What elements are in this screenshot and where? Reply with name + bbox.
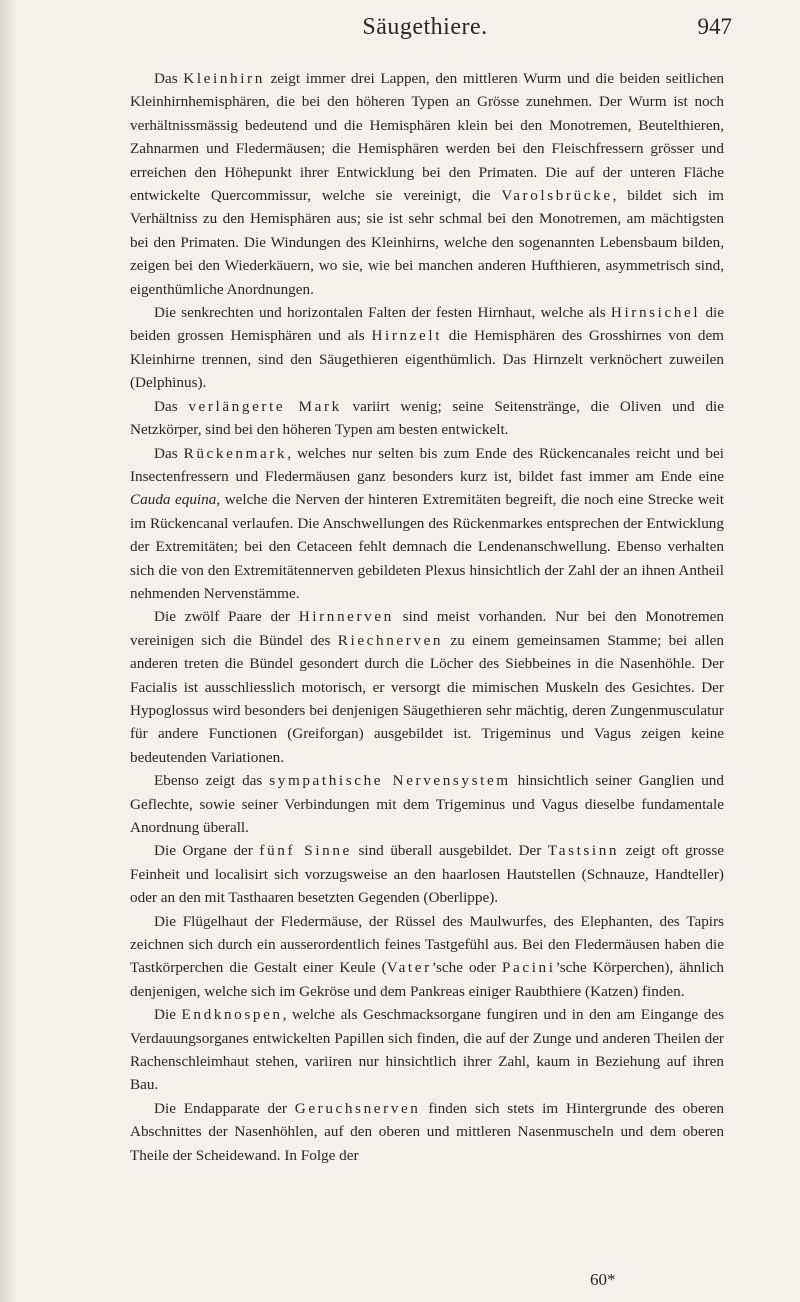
text-run: , welche die Nerven der hinteren Extremitäten begreift, die noch eine Strecke weit im Rückencanal verlaufen. Die Anschwellungen des Rückenmarkes entsprechen der Entwicklung der Extremitäten; bei den Cetaceen fehlt demnach die Lendenanschwellung. Ebenso verhalten sich die von den Extremitätennerven gebildeten Plexus hinsichtlich der Zahl der an ihnen Antheil nehmenden Nervenstämme. xyxy=(130,491,724,602)
text-run: variirt wenig; seine Seitenstränge, die Oliven und die Netzkörper, sind bei den höheren Typen am besten entwickelt. xyxy=(130,397,724,439)
spaced-term: Hirnsichel xyxy=(610,304,701,322)
spaced-term: sympathische Nervensystem xyxy=(269,772,511,790)
text-run: die Hemisphären des Grosshirnes von dem Kleinhirne trennen, sind den Säugethieren eigenthümlich. Das Hirnzelt verknöchert zuweilen (Delphinus). xyxy=(130,327,724,392)
text-run: Das xyxy=(154,397,189,415)
paragraph xyxy=(130,1003,724,1097)
text-run: , welches nur selten bis zum Ende des Rückencanales reicht und bei Insectenfressern und Fledermäusen ganz besonders kurz ist, bildet fast immer am Ende eine xyxy=(130,444,724,485)
text-run: Die zwölf Paare der xyxy=(154,608,299,626)
text-run: sind meist vorhanden. Nur bei den Monotremen vereinigen sich die Bündel des xyxy=(130,608,724,649)
running-title: Säugethiere. xyxy=(362,14,488,40)
text-run: Ebenso zeigt das xyxy=(154,772,270,790)
spaced-term: verlängerte Mark xyxy=(188,397,342,415)
spaced-term: Riechnerven xyxy=(337,631,444,649)
text-run: Das xyxy=(154,70,184,87)
paragraph xyxy=(130,605,724,769)
text-run: Die xyxy=(154,1006,182,1024)
italic-term: Cauda equina xyxy=(130,491,217,509)
text-run: Die senkrechten und horizontalen Falten der festen Hirnhaut, welche als xyxy=(154,304,611,322)
text-run: Die Endapparate der xyxy=(154,1099,295,1117)
spaced-term: Tastsinn xyxy=(547,842,620,860)
spaced-term: Pacini xyxy=(501,959,556,977)
paragraph xyxy=(130,769,724,839)
spaced-term: Rückenmark xyxy=(183,444,288,462)
text-run: , bildet sich im Verhältniss zu den Hemisphären aus; sie ist sehr schmal bei den Monotremen, am mächtigsten bei den Primaten. Die Windungen des Kleinhirns, welche den sogenannten Lebensbaum bilden, zeigen bei den Wiederkäuern, wo sie, wie bei manchen anderen Hufthieren, asymmetrisch sind, eigenthümliche Anordnungen. xyxy=(130,187,724,298)
paragraph xyxy=(130,301,724,395)
spaced-term: Vater xyxy=(386,959,432,977)
running-header xyxy=(130,14,732,50)
text-run: , welche als Geschmacksorgane fungiren und in den am Eingange des Verdauungsorganes entwickelten Papillen sich finden, die auf der Zunge und anderen Theilen der Rachenschleimhaut stehen, variiren nur hinsichtlich ihrer Zahl, kaum in Beziehung auf ihren Bau. xyxy=(130,1006,724,1094)
text-run: sind überall ausgebildet. Der xyxy=(351,842,548,860)
text-run: Das xyxy=(154,444,184,462)
spaced-term: Geruchsnerven xyxy=(294,1099,421,1117)
spaced-term: fünf Sinne xyxy=(259,842,352,860)
text-run: zeigt immer drei Lappen, den mittleren Wurm und die beiden seitlichen Kleinhirnhemisphären, die bei den höheren Typen an Grösse zunehmen. Der Wurm ist noch verhältnissmässig bedeutend und die Hemisphären klein bei den Monotremen, Beutelthieren, Zahnarmen und Fledermäusen; die Hemisphären werden bei den Fleischfressern grösser und erreichen den Höhepunkt ihrer Entwicklung bei den Primaten. Die auf der unteren Fläche entwickelte Quercommissur, welche sie vereinigt, die xyxy=(130,70,725,205)
paragraph xyxy=(130,67,724,301)
text-run: die beiden grossen Hemisphären und als xyxy=(130,304,724,345)
paragraph xyxy=(130,1097,724,1167)
spaced-term: Hirnzelt xyxy=(371,327,443,345)
spaced-term: Hirnnerven xyxy=(298,608,394,626)
paragraph xyxy=(130,395,724,442)
spaced-term: Kleinhirn xyxy=(183,70,265,87)
paragraph xyxy=(130,910,724,1004)
text-run: ’sche Körperchen), ähnlich denjenigen, welche sich im Gekröse und dem Pankreas einiger Raubthiere (Katzen) finden. xyxy=(130,959,724,1000)
signature-mark: 60* xyxy=(590,1270,616,1289)
paragraph xyxy=(130,442,724,606)
page-number: 947 xyxy=(697,14,732,39)
text-run: finden sich stets im Hintergrunde des oberen Abschnittes der Nasenhöhlen, auf den oberen und mittleren Nasenmuscheln und dem oberen Theile der Scheidewand. In Folge der xyxy=(130,1099,725,1164)
text-run: zu einem gemeinsamen Stamme; bei allen anderen treten die Bündel gesondert durch die Löcher des Siebbeines in die Nasenhöhle. Der Facialis ist ausschliesslich motorisch, er versorgt die mimischen Muskeln des Gesichtes. Der Hypoglossus wird besonders bei denjenigen Säugethieren sehr mächtig, deren Zungenmusculatur für andere Functionen (Greiforgan) ausgebildet ist. Trigeminus und Vagus zeigen keine bedeutenden Variationen. xyxy=(130,631,724,766)
spaced-term: Varolsbrücke xyxy=(501,187,613,205)
binding-edge-shadow xyxy=(0,0,16,1302)
text-run: Die Flügelhaut der Fledermäuse, der Rüssel des Maulwurfes, des Elephanten, des Tapirs zeichnen sich durch ein ausserordentlich feines Tastgefühl aus. Bei den Fledermäusen haben die Tastkörperchen die Gestalt einer Keule ( xyxy=(130,912,724,977)
text-run: Die Organe der xyxy=(154,842,260,860)
paragraph xyxy=(130,839,724,909)
text-run: ’sche oder xyxy=(431,959,502,977)
text-run: hinsichtlich seiner Ganglien und Geflechte, sowie seiner Verbindungen mit dem Trigeminus und Vagus dieselbe fundamentale Anordnung überall. xyxy=(130,772,724,836)
body-text xyxy=(130,67,724,1167)
spaced-term: Endknospen xyxy=(181,1006,283,1024)
text-run: zeigt oft grosse Feinheit und localisirt sich vorzugsweise an den haarlosen Hautstellen (Schnauze, Handteller) oder an den mit Tasthaaren besetzten Gegenden (Oberlippe). xyxy=(130,842,724,907)
